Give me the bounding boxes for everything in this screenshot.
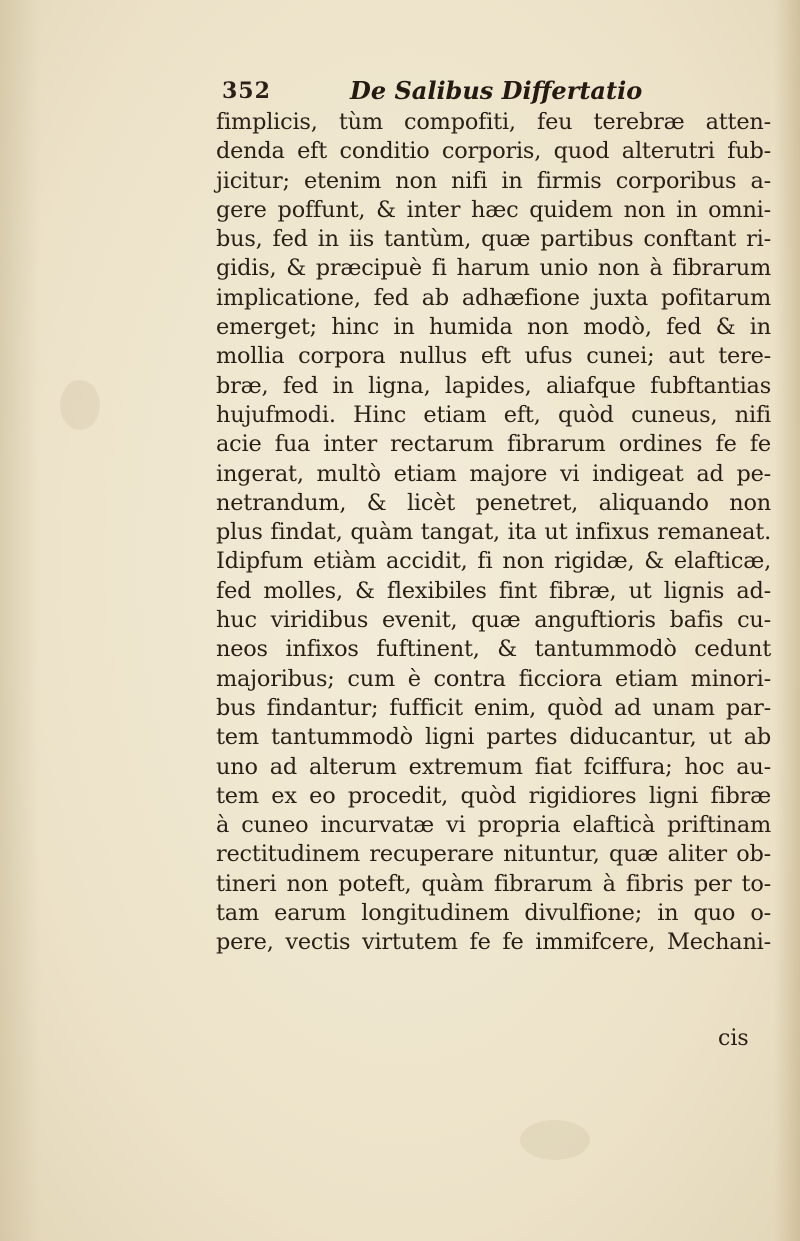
text-line: denda eft conditio corporis, quod alterutri fub- [216, 138, 771, 165]
text-line: fimplicis, tùm compofiti, feu terebræ atten- [216, 109, 771, 135]
page-right-shadow [774, 0, 800, 1241]
text-line: huc viridibus evenit, quæ anguftioris bafis cu- [216, 607, 771, 634]
text-line: ingerat, multò etiam majore vi indigeat ad pe- [216, 460, 771, 487]
text-line: netrandum, & licèt penetret, aliquando non [216, 489, 771, 516]
paper-stain [520, 1120, 590, 1160]
text-line: à cuneo incurvatæ vi propria elafticà priftinam [216, 812, 771, 839]
text-line: uno ad alterum extremum fiat fciffura; hoc au- [216, 753, 771, 780]
page-header [222, 76, 662, 110]
page-number: 352 [222, 78, 271, 104]
text-line: tineri non poteft, quàm fibrarum à fibris per to- [216, 870, 771, 897]
text-line: neos infixos fuftinent, & tantummodò cedunt [216, 636, 771, 663]
text-line: Idipfum etiàm accidit, fi non rigidæ, & elafticæ, [216, 548, 771, 575]
text-line: plus findat, quàm tangat, ita ut infixus remaneat. [216, 519, 771, 546]
page-left-shadow [0, 0, 40, 1241]
text-line: tem tantummodò ligni partes diducantur, ut ab [216, 724, 771, 751]
text-line: implicatione, fed ab adhæfione juxta pofitarum [216, 284, 771, 311]
text-line: gere poffunt, & inter hæc quidem non in omni- [216, 196, 771, 223]
body-text [216, 108, 771, 958]
text-line: majoribus; cum è contra ficciora etiam minori- [216, 665, 771, 692]
text-line: pere, vectis virtutem fe fe immifcere, Mechani- [216, 929, 771, 956]
text-line: hujufmodi. Hinc etiam eft, quòd cuneus, nifi [216, 401, 771, 428]
text-line: mollia corpora nullus eft ufus cunei; aut tere- [216, 343, 771, 370]
catchword: cis [718, 1026, 749, 1051]
running-title: De Salibus Differtatio [350, 76, 643, 105]
text-line: emerget; hinc in humida non modò, fed & in [216, 314, 771, 341]
text-line: tem ex eo procedit, quòd rigidiores ligni fibræ [216, 782, 771, 809]
text-line: bræ, fed in ligna, lapides, aliafque fubftantias [216, 372, 771, 399]
text-line: tam earum longitudinem divulfione; in quo o- [216, 900, 771, 927]
text-line: rectitudinem recuperare nituntur, quæ aliter ob- [216, 841, 771, 868]
text-line: fed molles, & flexibiles fint fibræ, ut lignis ad- [216, 577, 771, 604]
paper-stain [60, 380, 100, 430]
text-line: gidis, & præcipuè fi harum unio non à fibrarum [216, 255, 771, 282]
text-line: bus, fed in iis tantùm, quæ partibus conftant ri- [216, 226, 771, 253]
text-line: acie fua inter rectarum fibrarum ordines fe fe [216, 431, 771, 458]
text-line: bus findantur; fufficit enim, quòd ad unam par- [216, 694, 771, 721]
text-line: jicitur; etenim non nifi in firmis corporibus a- [216, 167, 771, 194]
